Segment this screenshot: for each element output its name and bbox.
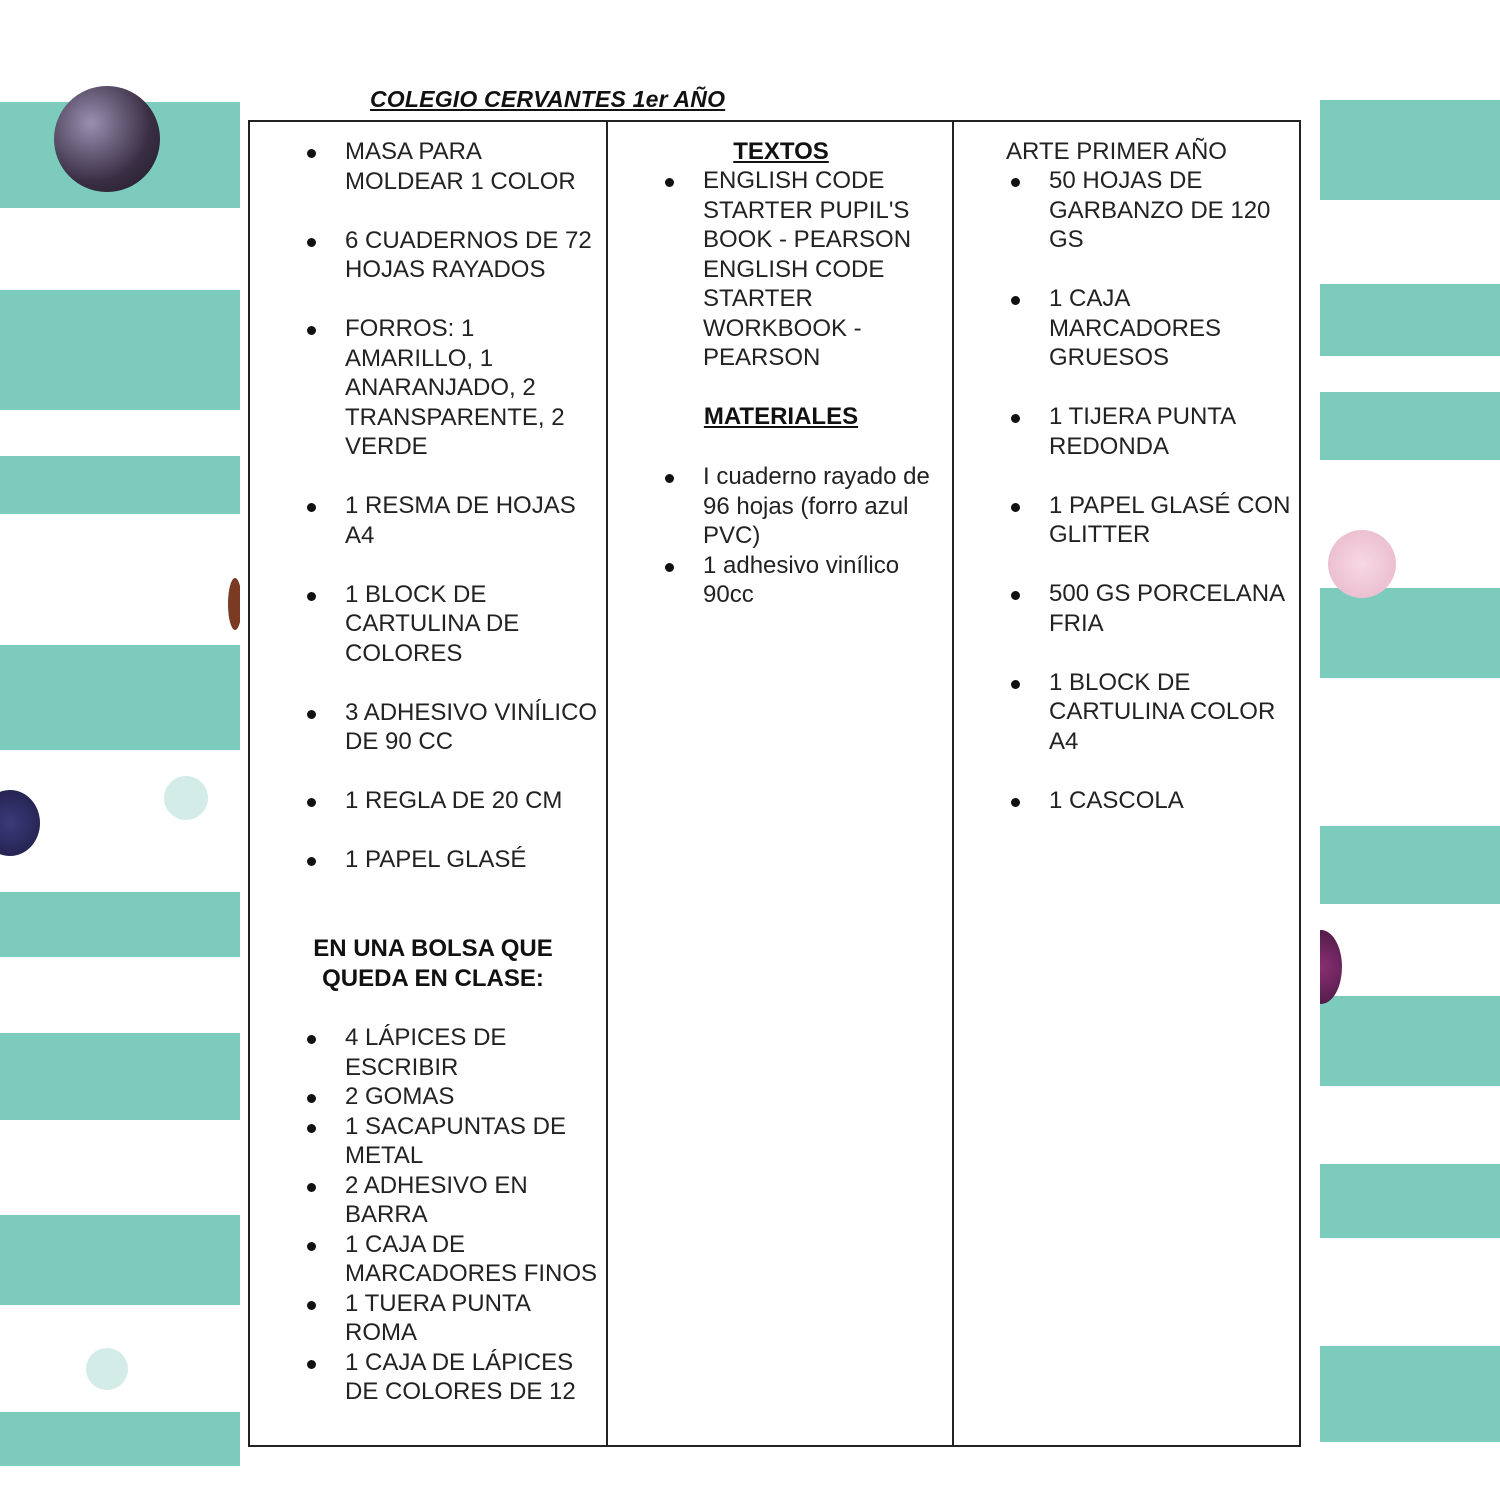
list-item: 6 CUADERNOS DE 72 HOJAS RAYADOS	[345, 226, 598, 285]
glitter-dot	[0, 790, 40, 856]
list-item: 1 BLOCK DE CARTULINA COLOR A4	[1049, 668, 1291, 757]
list-item: 1 CASCOLA	[1049, 786, 1291, 816]
list-item: FORROS: 1 AMARILLO, 1 ANARANJADO, 2 TRANSPARENTE, 2 VERDE	[345, 314, 598, 462]
list-item: 1 SACAPUNTAS DE METAL	[345, 1112, 598, 1171]
list-item: 2 ADHESIVO EN BARRA	[345, 1171, 598, 1230]
list-item: 1 BLOCK DE CARTULINA DE COLORES	[345, 580, 598, 669]
list-item: 50 HOJAS DE GARBANZO DE 120 GS	[1049, 166, 1291, 255]
teal-stripe	[0, 892, 240, 957]
teal-stripe	[0, 645, 240, 750]
teal-stripe	[0, 102, 240, 208]
pale-dot	[86, 1348, 128, 1390]
list-item: I cuaderno rayado de 96 hojas (forro azul PVC)	[703, 462, 942, 551]
teal-stripe	[0, 1412, 240, 1466]
teal-stripe	[0, 290, 240, 410]
texts-list	[608, 166, 952, 373]
supply-table	[248, 120, 1301, 1447]
teal-stripe	[0, 1215, 240, 1305]
bag-list	[250, 1023, 606, 1407]
teal-stripe	[0, 1033, 240, 1120]
teal-stripe	[0, 456, 240, 514]
column-texts	[606, 122, 952, 1445]
list-item: MASA PARA MOLDEAR 1 COLOR	[345, 137, 598, 196]
list-item: 3 ADHESIVO VINÍLICO DE 90 CC	[345, 698, 598, 755]
list-item: ENGLISH CODE STARTER PUPIL'S BOOK - PEARSON ENGLISH CODE STARTER WORKBOOK - PEARSON	[703, 166, 942, 373]
list-item: 500 GS PORCELANA FRIA	[1049, 579, 1291, 638]
list-item: 1 adhesivo vinílico 90cc	[703, 551, 942, 610]
list-item: 1 REGLA DE 20 CM	[345, 786, 598, 816]
bag-heading: EN UNA BOLSA QUE QUEDA EN CLASE:	[313, 935, 553, 992]
teal-stripe	[1320, 284, 1500, 356]
column-general	[250, 122, 606, 1445]
general-list	[250, 137, 606, 904]
list-item: 4 LÁPICES DE ESCRIBIR	[345, 1023, 598, 1082]
materials-heading: MATERIALES	[703, 403, 859, 430]
materials-list	[608, 462, 952, 610]
glitter-dot	[1328, 530, 1396, 598]
list-item: 1 PAPEL GLASÉ	[345, 845, 598, 875]
teal-stripe	[1320, 826, 1500, 904]
teal-stripe	[1320, 996, 1500, 1086]
teal-stripe	[1320, 392, 1500, 460]
list-item: 1 TUERA PUNTA ROMA	[345, 1289, 598, 1348]
list-item: 1 TIJERA PUNTA REDONDA	[1049, 402, 1291, 461]
teal-stripe	[1320, 1346, 1500, 1442]
pale-dot	[164, 776, 208, 820]
list-item: 1 CAJA DE MARCADORES FINOS	[345, 1230, 598, 1287]
column-art	[952, 122, 1299, 1445]
list-item: 1 RESMA DE HOJAS A4	[345, 491, 598, 550]
page-title: COLEGIO CERVANTES 1er AÑO	[370, 86, 726, 112]
list-item: 1 CAJA DE LÁPICES DE COLORES DE 12	[345, 1348, 598, 1407]
glitter-dot	[54, 86, 160, 192]
art-list	[954, 166, 1299, 845]
art-heading: ARTE PRIMER AÑO	[1006, 138, 1227, 165]
texts-heading: TEXTOS	[733, 138, 829, 165]
list-item: 1 PAPEL GLASÉ CON GLITTER	[1049, 491, 1291, 548]
teal-stripe	[1320, 100, 1500, 200]
list-item: 1 CAJA MARCADORES GRUESOS	[1049, 284, 1291, 373]
teal-stripe	[1320, 588, 1500, 678]
teal-stripe	[1320, 1164, 1500, 1238]
list-item: 2 GOMAS	[345, 1082, 598, 1112]
